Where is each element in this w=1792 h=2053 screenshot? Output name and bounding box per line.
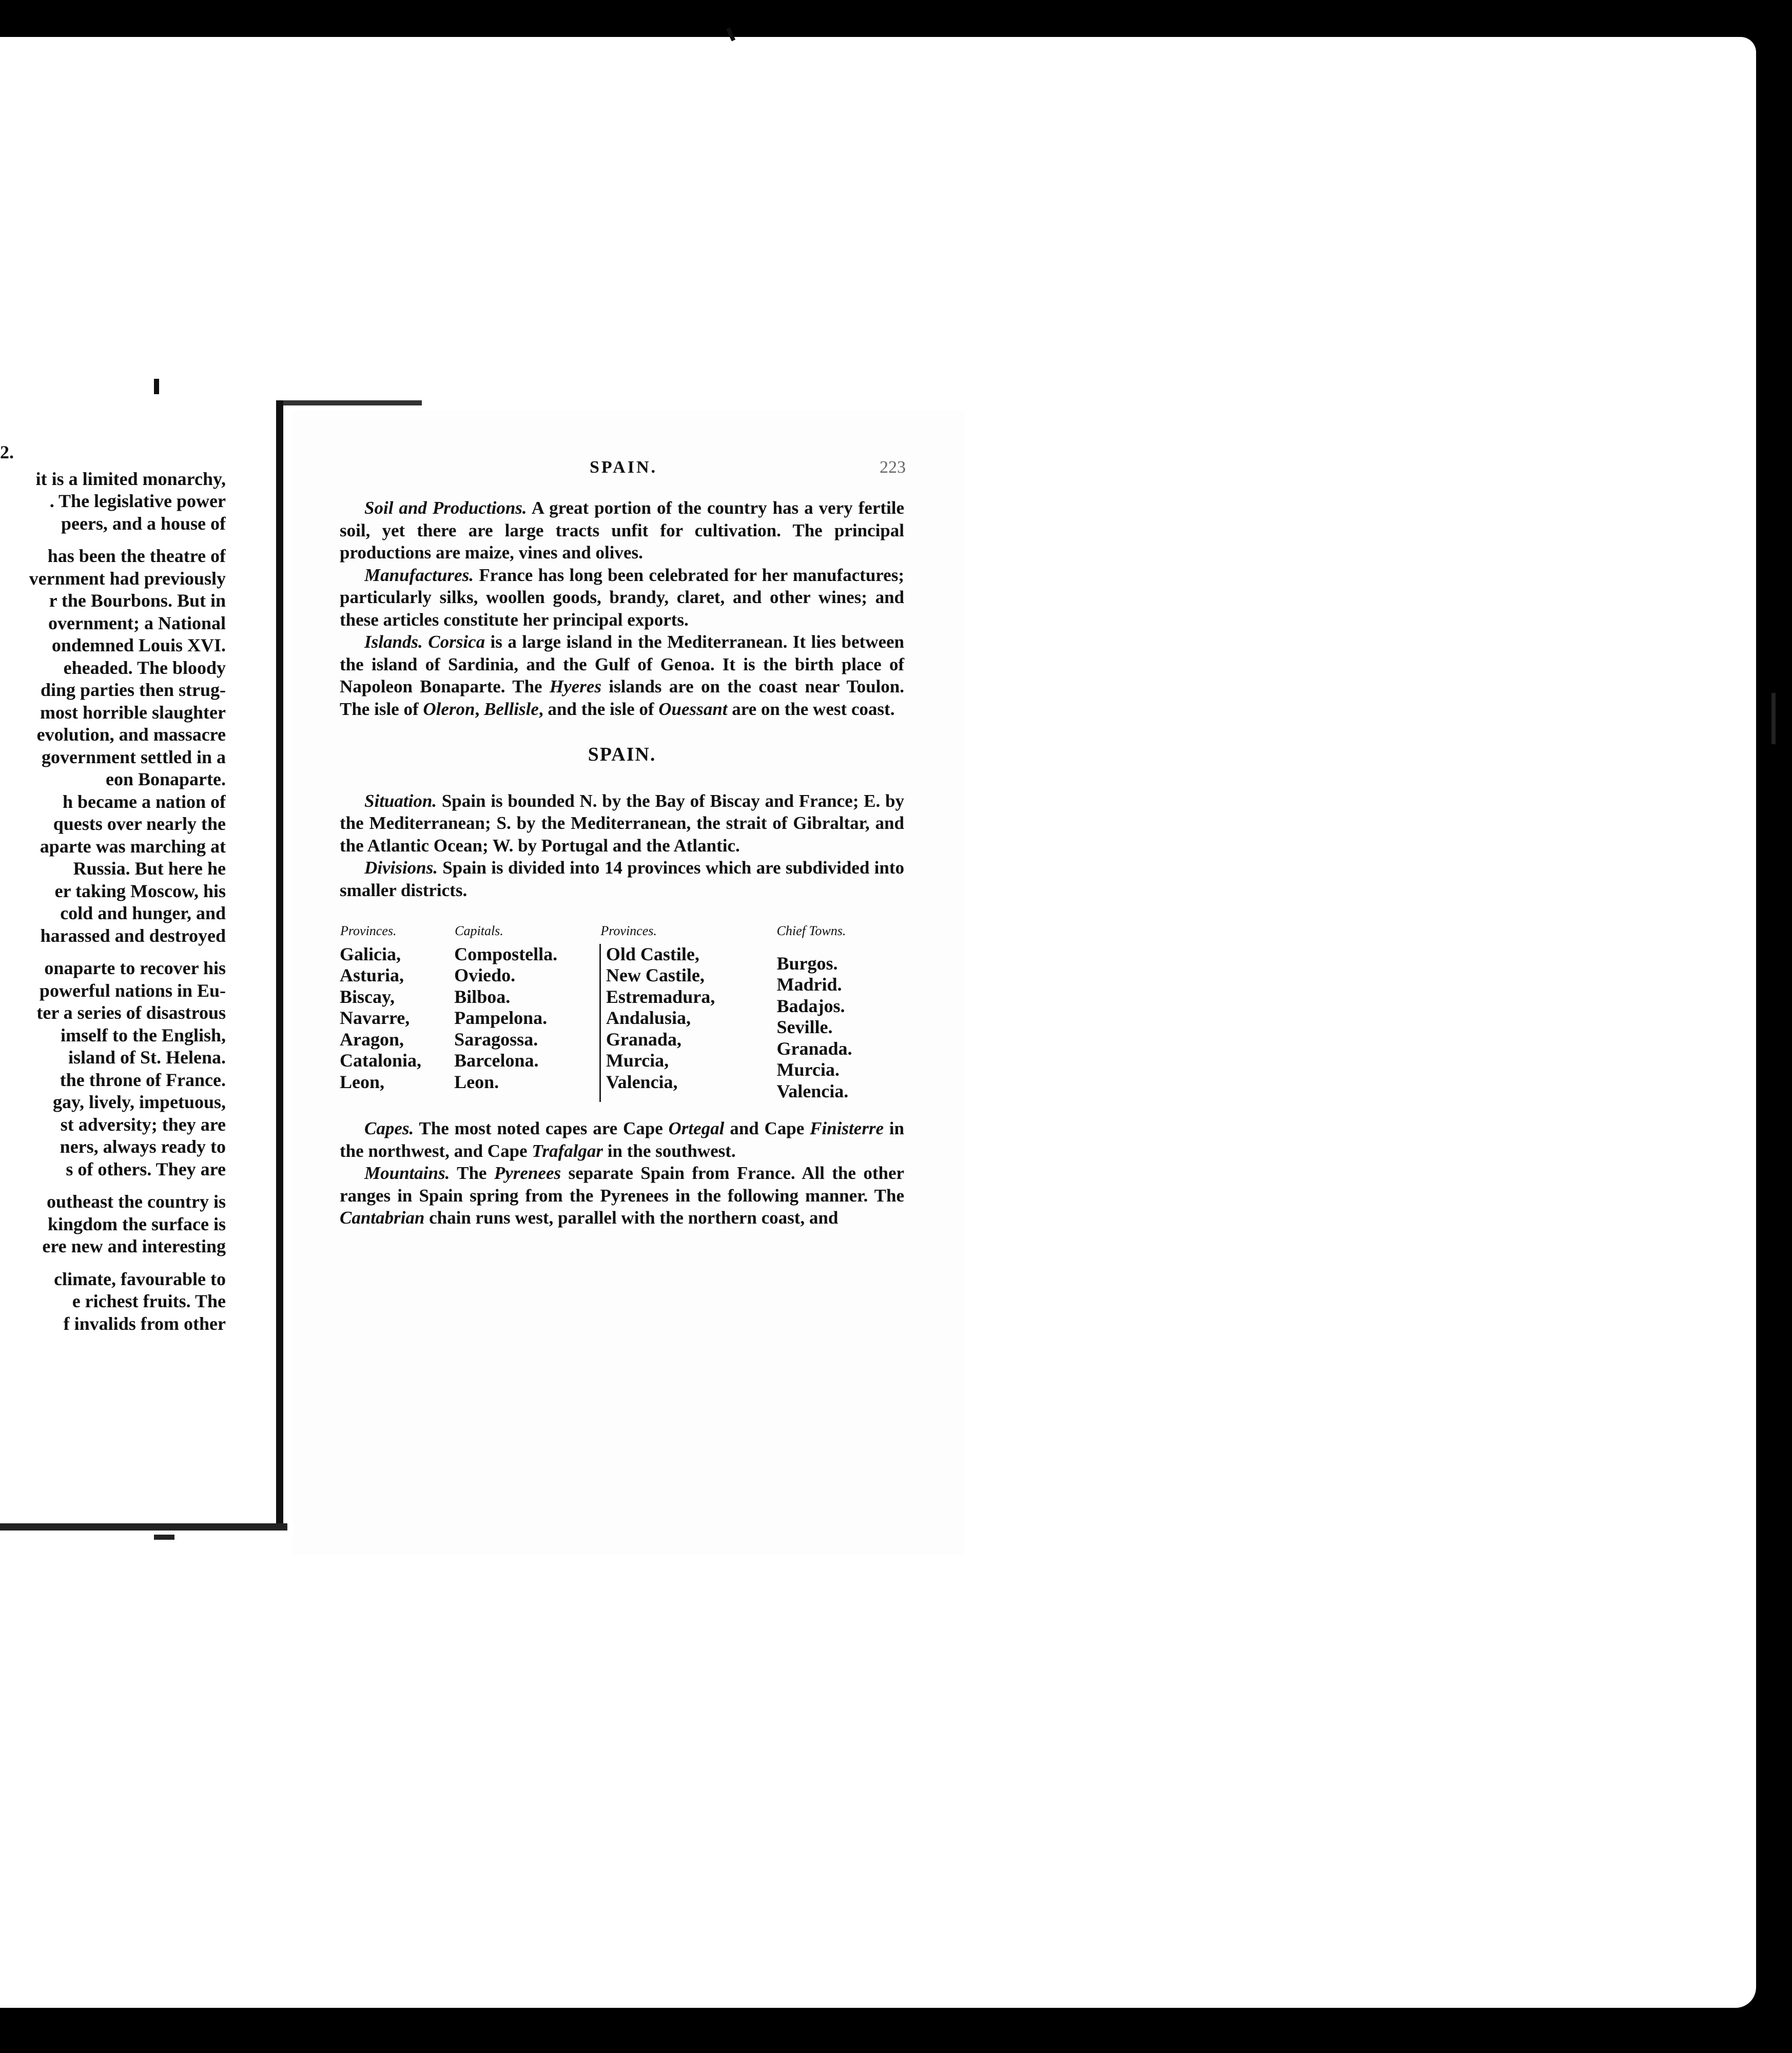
line-text: eheaded. The bloody [63, 657, 226, 678]
italic-name: Cantabrian [340, 1208, 425, 1228]
book-binding-edge [154, 1535, 174, 1540]
line-text: most horrible slaughter [40, 702, 226, 723]
table-cell: Asturia, [340, 965, 404, 985]
left-page-line [0, 980, 226, 1002]
line-text: climate, favourable to [54, 1268, 226, 1289]
table-cell: Murcia. [776, 1059, 840, 1080]
line-text: has been the theatre of [47, 546, 226, 566]
left-page-line [0, 702, 226, 724]
paragraph-gap [0, 1258, 226, 1268]
left-page-line [0, 1290, 226, 1313]
left-page-line [0, 858, 226, 880]
line-text: overnment; a National [48, 612, 226, 633]
line-text: government settled in a [42, 746, 226, 767]
left-page-line [0, 612, 226, 635]
provinces-table [340, 920, 889, 1102]
left-page-line [0, 724, 226, 746]
line-text: kingdom the surface is [47, 1213, 226, 1234]
left-page-line [0, 1268, 226, 1291]
left-page-line [0, 791, 226, 814]
text-run [423, 632, 428, 652]
line-text: eon Bonaparte. [106, 769, 226, 789]
text-run: The most noted capes are Cape [414, 1118, 669, 1138]
text-run: , and the isle of [538, 699, 659, 719]
left-page-line [0, 1047, 226, 1069]
left-page-line [0, 468, 226, 491]
line-text: vernment had previously [29, 568, 226, 589]
line-text: outheast the country is [47, 1191, 226, 1212]
left-page-line [0, 902, 226, 925]
text-run: in the southwest. [603, 1140, 736, 1161]
table-cell: Navarre, [340, 1008, 410, 1028]
text-run: in the northwest, and Cape [340, 1118, 904, 1161]
line-text: evolution, and massacre [36, 724, 226, 745]
left-page-line [0, 768, 226, 791]
left-page-line [0, 880, 226, 903]
right-page [293, 411, 965, 1555]
left-page-line [0, 1191, 226, 1213]
paragraph-text: Spain is bounded N. by the Bay of Biscay and France; E. by the Mediterranean; S. by the Mediterranean, the strait of Gibraltar, and the Atlantic Ocean; W. by Portugal and the Atlantic. [340, 790, 904, 856]
left-page-line [0, 1158, 226, 1181]
left-page-line [0, 813, 226, 836]
left-page-header: 2. [0, 442, 14, 462]
table-cell: Leon, [340, 1071, 385, 1092]
line-text: ere new and interesting [42, 1236, 226, 1256]
line-text: er taking Moscow, his [54, 880, 226, 901]
left-page-line [0, 590, 226, 612]
table-cell: Andalusia, [606, 1008, 691, 1028]
left-page-line [0, 1136, 226, 1158]
paragraph-capes [340, 1117, 904, 1162]
line-text: ter a series of disastrous [36, 1002, 226, 1023]
line-text: powerful nations in Eu- [39, 980, 226, 1001]
line-text: ondemned Louis XVI. [51, 635, 226, 655]
line-text: e richest fruits. The [72, 1291, 226, 1311]
left-page-line [0, 657, 226, 680]
table-cell: Catalonia, [340, 1050, 422, 1071]
table-cell: Valencia. [776, 1080, 849, 1101]
table-cell: Compostella. [454, 943, 558, 964]
line-text: Russia. But here he [73, 858, 226, 879]
book-binding-edge [0, 1523, 287, 1531]
table-cell: Badajos. [776, 995, 845, 1016]
table-cell: Oviedo. [454, 965, 516, 985]
running-title: SPAIN. [590, 458, 657, 477]
table-cell: Seville. [776, 1017, 833, 1037]
table-cell: Granada, [606, 1029, 681, 1050]
column-header: Provinces. [340, 923, 397, 938]
paragraph-text: Spain is divided into 14 provinces which are subdivided into smaller districts. [340, 858, 904, 900]
line-text: quests over nearly the [53, 814, 226, 834]
line-text: ners, always ready to [60, 1136, 226, 1157]
column-header: Provinces. [600, 923, 657, 938]
line-text: harassed and destroyed [40, 925, 226, 946]
paragraph-gap [0, 1180, 226, 1191]
left-page-line [0, 1024, 226, 1047]
italic-name: Hyeres [549, 676, 601, 696]
page-header [341, 458, 906, 478]
section-label: Capes. [364, 1118, 414, 1138]
table-cell: Bilboa. [454, 986, 511, 1007]
italic-name: Corsica [428, 632, 485, 652]
line-text: h became a nation of [63, 791, 226, 812]
left-page-line [0, 568, 226, 590]
section-label: Divisions. [364, 858, 438, 878]
column-capitals [454, 944, 600, 1102]
section-label: Soil and Productions. [364, 498, 527, 518]
paragraph-islands [340, 631, 904, 720]
left-page-line [0, 746, 226, 769]
text-run: is a large island in the Mediterranean. It lies between the island of Sardinia, and the Gulf of Genoa. It is the birth place of Napoleon Bonaparte. The [340, 632, 905, 696]
text-run: separate Spain from France. All the other ranges in Spain spring from the Pyrenees in the following manner. The [340, 1163, 905, 1206]
left-page-line [0, 1091, 226, 1114]
left-page-line [0, 545, 226, 568]
scan-mark [1771, 693, 1776, 744]
left-page-line [0, 1002, 226, 1024]
column-provinces-1 [340, 944, 454, 1102]
paragraph-text: A great portion of the country has a very fertile soil, yet there are large tracts unfit for cultivation. The principal productions are maize, vines and olives. [340, 498, 904, 563]
line-text: f invalids from other [63, 1313, 226, 1334]
left-page-line [0, 490, 226, 513]
line-text: r the Bourbons. But in [49, 590, 226, 611]
left-page-line [0, 836, 226, 858]
table-cell: Madrid. [776, 974, 842, 995]
table-cell: Leon. [454, 1071, 499, 1092]
table-row [340, 944, 889, 1102]
text-run: are on the west coast. [727, 699, 895, 719]
column-header: Capitals. [455, 923, 503, 938]
section-label: Mountains. [364, 1163, 450, 1183]
table-header-row [340, 920, 889, 944]
table-cell: Valencia, [606, 1071, 678, 1092]
scan-mark [154, 379, 159, 394]
left-page-line [0, 1069, 226, 1092]
line-text: it is a limited monarchy, [35, 468, 226, 489]
left-page-line [0, 957, 226, 980]
left-page-line [0, 1114, 226, 1136]
paragraph-manufactures [340, 564, 904, 631]
italic-name: Trafalgar [532, 1140, 603, 1161]
table-cell: Aragon, [340, 1029, 404, 1050]
text-run: The [450, 1163, 494, 1183]
table-cell: New Castile, [606, 965, 705, 985]
text-run: and Cape [724, 1118, 810, 1138]
table-cell: Murcia, [606, 1050, 669, 1071]
paragraph-text: France has long been celebrated for her manufactures; particularly silks, woollen goods, brandy, claret, and other wines; and these articles constitute her principal exports. [340, 565, 904, 630]
section-label: Islands. [364, 632, 423, 652]
italic-name: Pyrenees [494, 1163, 561, 1183]
paragraph-situation [340, 790, 904, 857]
line-text: aparte was marching at [40, 836, 226, 857]
italic-name: Ouessant [658, 699, 728, 719]
text-run: , [475, 699, 484, 719]
table-cell: Estremadura, [606, 986, 715, 1007]
column-chief-towns [762, 944, 889, 1102]
section-label: Situation. [364, 790, 437, 811]
book-binding-edge [283, 400, 422, 405]
table-cell: Pampelona. [454, 1008, 548, 1028]
line-text: gay, lively, impetuous, [52, 1092, 226, 1112]
text-run: chain runs west, parallel with the northern coast, and [424, 1208, 839, 1228]
italic-name: Bellisle [483, 699, 539, 719]
left-page-line [0, 513, 226, 535]
line-text: island of St. Helena. [68, 1047, 226, 1068]
section-label: Manufactures. [364, 565, 474, 585]
left-page-fragment [0, 441, 226, 1335]
left-page-line [0, 925, 226, 947]
column-header: Chief Towns. [776, 923, 846, 938]
line-text: imself to the English, [60, 1024, 226, 1045]
paragraph-gap [0, 947, 226, 957]
left-page-line [0, 1313, 226, 1335]
table-cell: Granada. [776, 1038, 852, 1059]
page-number: 223 [880, 458, 906, 477]
table-cell: Old Castile, [606, 943, 699, 964]
table-cell: Biscay, [340, 986, 395, 1007]
line-text: cold and hunger, and [60, 903, 226, 923]
page-body [340, 497, 904, 1229]
text-run: islands are on the coast near Toulon. The isle of [340, 676, 904, 719]
italic-name: Ortegal [668, 1118, 725, 1138]
line-text: the throne of France. [60, 1069, 226, 1090]
book-binding [276, 400, 283, 1529]
table-cell: Saragossa. [454, 1029, 538, 1050]
line-text: s of others. They are [66, 1158, 226, 1179]
left-page-line [0, 1213, 226, 1236]
italic-name: Finisterre [810, 1118, 884, 1138]
left-page-line [0, 1235, 226, 1258]
line-text: st adversity; they are [60, 1114, 226, 1135]
line-text: onaparte to recover his [44, 958, 226, 978]
line-text: peers, and a house of [61, 513, 226, 534]
paragraph-gap [0, 535, 226, 545]
line-text: . The legislative power [49, 491, 226, 511]
table-cell: Galicia, [340, 943, 401, 964]
line-text: ding parties then strug- [40, 680, 226, 700]
section-title-spain: SPAIN. [588, 744, 656, 765]
column-provinces-2 [600, 944, 761, 1102]
left-page-line [0, 679, 226, 702]
paragraph-divisions [340, 857, 904, 901]
table-cell: Barcelona. [454, 1050, 539, 1071]
italic-name: Oleron [423, 699, 475, 719]
table-cell: Burgos. [776, 953, 838, 974]
left-page-lines [0, 468, 226, 1335]
left-page-line [0, 634, 226, 657]
paragraph-soil [340, 497, 904, 564]
paragraph-mountains [340, 1162, 904, 1229]
